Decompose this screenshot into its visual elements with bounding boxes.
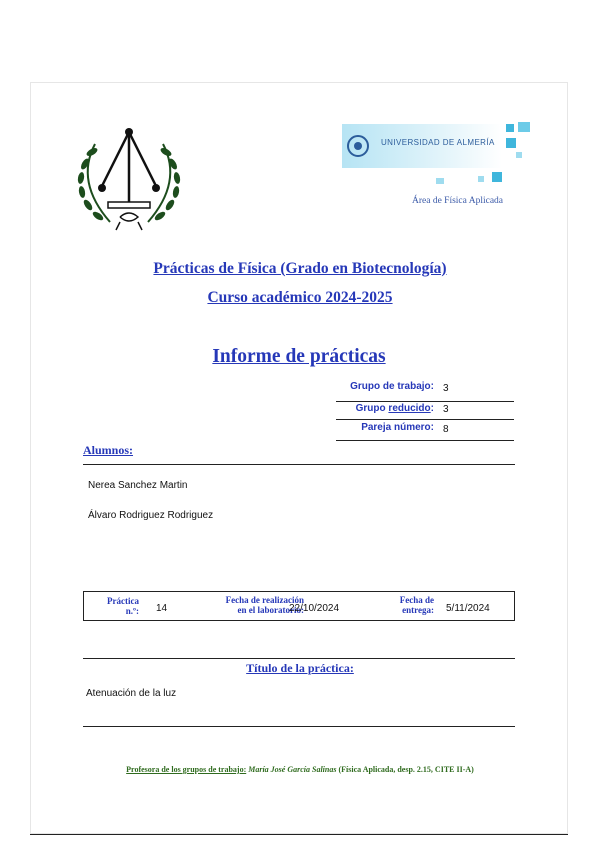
grupo-reducido-label-a: Grupo — [355, 403, 389, 414]
faculty-emblem-icon — [70, 122, 188, 240]
footer-professor-name: María José García Salinas — [248, 765, 337, 774]
fecha-realizacion-label-line2: en el laboratorio: — [237, 605, 304, 615]
practica-numero-value: 14 — [156, 603, 168, 614]
footer-details: (Física Aplicada, desp. 2.15, CITE II-A) — [338, 765, 474, 774]
grupo-trabajo-underline — [336, 383, 514, 402]
page-bottom-rule — [30, 834, 568, 835]
grupo-trabajo-value: 3 — [443, 383, 449, 394]
student-name: Nerea Sanchez Martin — [88, 480, 188, 491]
grupo-reducido-label — [356, 403, 434, 414]
fecha-entrega-label — [400, 595, 434, 615]
titulo-top-divider — [83, 658, 515, 659]
practica-numero-label — [107, 596, 139, 616]
pareja-row — [336, 422, 514, 441]
grupo-reducido-value: 3 — [443, 404, 449, 415]
alumnos-label: Alumnos: — [83, 443, 134, 457]
report-title: Informe de prácticas — [212, 346, 386, 367]
pareja-value: 8 — [443, 424, 449, 435]
professor-footer — [0, 765, 600, 774]
university-logo — [340, 118, 540, 188]
practica-numero-label-line2: n.º: — [125, 606, 139, 616]
titulo-bottom-divider — [83, 726, 515, 727]
grupo-trabajo-label: Grupo de trabajo: — [350, 381, 434, 392]
grupo-reducido-label-b: reducido — [388, 403, 431, 414]
alumnos-divider — [83, 464, 515, 465]
university-name: UNIVERSIDAD DE ALMERÍA — [381, 138, 495, 147]
grupo-reducido-row — [336, 401, 514, 420]
fecha-realizacion-label-line1: Fecha de realización — [225, 595, 304, 605]
course-title: Prácticas de Física (Grado en Biotecnología) — [153, 260, 447, 277]
titulo-label: Título de la práctica: — [246, 661, 354, 675]
fecha-entrega-value: 5/11/2024 — [446, 603, 490, 614]
fecha-entrega-label-line1: Fecha de — [399, 595, 434, 605]
fecha-realizacion-value: 22/10/2024 — [289, 603, 340, 614]
student-name: Álvaro Rodriguez Rodriguez — [88, 510, 214, 521]
practica-numero-label-line1: Práctica — [107, 596, 139, 606]
practica-info-box — [83, 591, 515, 621]
fecha-entrega-label-line2: entrega: — [402, 605, 434, 615]
academic-year: Curso académico 2024-2025 — [207, 289, 393, 306]
footer-label: Profesora de los grupos de trabajo: — [126, 765, 247, 774]
pareja-label: Pareja número: — [361, 422, 434, 433]
titulo-value: Atenuación de la luz — [86, 688, 177, 699]
grupo-reducido-label-c: : — [430, 403, 434, 414]
department-name: Área de Física Aplicada — [412, 196, 504, 206]
